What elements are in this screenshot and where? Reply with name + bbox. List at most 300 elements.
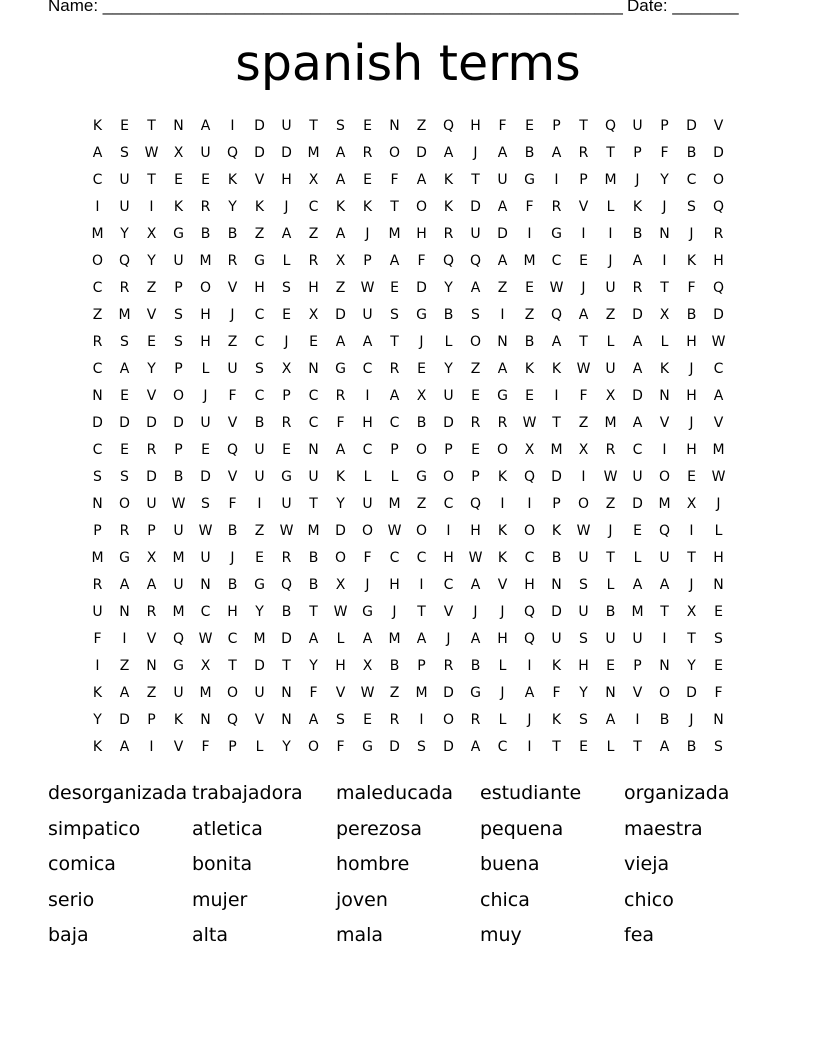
grid-letter: R [443, 226, 454, 242]
grid-letter: P [471, 469, 480, 485]
grid-letter: T [606, 550, 615, 566]
grid-letter: D [281, 145, 292, 161]
grid-letter: K [92, 739, 103, 755]
grid-letter: A [551, 334, 562, 350]
grid-letter: W [198, 631, 213, 647]
grid-letter: A [470, 280, 481, 296]
grid-letter: A [443, 145, 454, 161]
grid-letter: M [307, 523, 320, 539]
grid-letter: K [551, 712, 562, 728]
grid-letter: Y [255, 604, 264, 620]
grid-letter: O [334, 550, 347, 566]
grid-letter: W [576, 361, 591, 377]
grid-letter: L [606, 334, 615, 350]
grid-letter: Q [226, 442, 239, 458]
grid-letter: E [363, 118, 372, 134]
grid-letter: M [199, 685, 212, 701]
grid-letter: I [635, 712, 640, 728]
grid-letter: C [497, 739, 508, 755]
grid-letter: E [363, 172, 372, 188]
grid-letter: R [389, 361, 400, 377]
grid-letter: V [632, 685, 643, 701]
grid-letter: U [254, 685, 265, 701]
grid-letter: I [446, 523, 451, 539]
grid-letter: U [632, 118, 643, 134]
grid-letter: Y [309, 658, 318, 674]
grid-letter: J [689, 226, 694, 242]
grid-letter: V [173, 739, 184, 755]
grid-letter: K [686, 253, 697, 269]
grid-letter: C [92, 442, 103, 458]
grid-letter: D [632, 496, 643, 512]
grid-letter: Y [120, 226, 129, 242]
grid-letter: Q [172, 631, 185, 647]
word-bank-item: desorganizada [48, 782, 188, 804]
word-bank-item: atletica [192, 817, 263, 840]
grid-letter: D [470, 199, 481, 215]
grid-letter: Z [254, 226, 265, 242]
grid-letter: C [443, 496, 454, 512]
grid-letter: N [713, 712, 724, 728]
grid-letter: D [281, 631, 292, 647]
grid-letter: K [362, 199, 373, 215]
grid-letter: B [524, 334, 535, 350]
grid-letter: T [390, 334, 399, 350]
grid-row [84, 248, 732, 275]
grid-letter: U [119, 172, 130, 188]
grid-letter: S [120, 469, 129, 485]
grid-letter: F [363, 550, 372, 566]
grid-letter: A [335, 145, 346, 161]
grid-letter: P [363, 253, 372, 269]
grid-letter: A [632, 253, 643, 269]
grid-letter: I [257, 496, 262, 512]
grid-letter: D [632, 388, 643, 404]
grid-letter: I [527, 739, 532, 755]
grid-letter: J [527, 712, 532, 728]
grid-letter: Z [389, 685, 400, 701]
grid-letter: U [254, 442, 265, 458]
grid-letter: S [282, 280, 291, 296]
grid-letter: X [200, 658, 211, 674]
grid-letter: H [686, 388, 697, 404]
grid-letter: Y [93, 712, 102, 728]
grid-row [84, 140, 732, 167]
grid-letter: D [551, 469, 562, 485]
grid-letter: T [309, 118, 318, 134]
grid-letter: T [579, 118, 588, 134]
grid-letter: T [579, 334, 588, 350]
grid-letter: C [362, 442, 373, 458]
grid-letter: A [470, 739, 481, 755]
grid-letter: O [658, 469, 671, 485]
grid-letter: L [660, 334, 669, 350]
grid-letter: P [174, 361, 183, 377]
grid-letter: N [119, 604, 130, 620]
grid-letter: I [581, 226, 586, 242]
grid-letter: Z [605, 496, 616, 512]
grid-letter: T [471, 172, 480, 188]
grid-letter: U [254, 469, 265, 485]
word-bank-item: joven [336, 888, 388, 911]
grid-row [84, 356, 732, 383]
grid-letter: D [335, 523, 346, 539]
grid-letter: F [552, 685, 561, 701]
grid-letter: L [714, 523, 723, 539]
grid-letter: Y [444, 361, 453, 377]
grid-letter: S [174, 307, 183, 323]
grid-letter: W [711, 334, 726, 350]
grid-letter: R [92, 577, 103, 593]
grid-letter: H [686, 334, 697, 350]
grid-letter: K [92, 118, 103, 134]
grid-letter: G [416, 469, 427, 485]
grid-letter: K [659, 361, 670, 377]
grid-letter: M [388, 496, 401, 512]
grid-letter: Q [604, 118, 617, 134]
grid-letter: E [525, 118, 534, 134]
grid-letter: G [173, 658, 184, 674]
grid-letter: B [308, 577, 319, 593]
grid-letter: V [227, 415, 238, 431]
grid-letter: P [390, 442, 399, 458]
grid-letter: S [417, 739, 426, 755]
grid-letter: C [92, 361, 103, 377]
grid-letter: F [579, 388, 588, 404]
grid-letter: W [144, 145, 159, 161]
grid-letter: J [500, 685, 505, 701]
grid-letter: D [200, 469, 211, 485]
grid-letter: I [689, 523, 694, 539]
grid-letter: G [254, 577, 265, 593]
grid-letter: B [173, 469, 184, 485]
grid-letter: K [335, 199, 346, 215]
grid-letter: M [415, 685, 428, 701]
grid-letter: Q [658, 523, 671, 539]
grid-letter: Q [442, 118, 455, 134]
grid-letter: C [227, 631, 238, 647]
grid-letter: B [470, 658, 481, 674]
grid-letter: Y [660, 172, 669, 188]
grid-letter: C [416, 550, 427, 566]
grid-letter: U [281, 496, 292, 512]
grid-letter: X [605, 388, 616, 404]
grid-letter: L [255, 739, 264, 755]
grid-letter: O [469, 334, 482, 350]
grid-letter: R [578, 145, 589, 161]
grid-letter: Q [469, 496, 482, 512]
grid-letter: U [443, 388, 454, 404]
grid-letter: B [308, 550, 319, 566]
grid-letter: S [174, 334, 183, 350]
grid-letter: H [200, 307, 211, 323]
grid-letter: Q [523, 604, 536, 620]
grid-letter: A [119, 739, 130, 755]
grid-letter: Z [227, 334, 238, 350]
grid-letter: T [687, 631, 696, 647]
grid-letter: D [146, 469, 157, 485]
grid-letter: O [172, 388, 185, 404]
grid-letter: T [417, 604, 426, 620]
grid-letter: B [389, 658, 400, 674]
grid-letter: D [254, 658, 265, 674]
grid-row [84, 734, 732, 761]
grid-letter: A [632, 334, 643, 350]
grid-letter: H [389, 577, 400, 593]
grid-letter: D [632, 307, 643, 323]
grid-letter: S [390, 307, 399, 323]
grid-letter: C [308, 199, 319, 215]
grid-letter: L [606, 199, 615, 215]
grid-letter: A [362, 631, 373, 647]
grid-letter: K [173, 712, 184, 728]
grid-letter: G [497, 388, 508, 404]
grid-letter: J [284, 199, 289, 215]
grid-letter: D [146, 415, 157, 431]
grid-letter: E [147, 334, 156, 350]
grid-letter: B [686, 307, 697, 323]
grid-letter: A [119, 577, 130, 593]
grid-letter: C [92, 172, 103, 188]
grid-letter: J [230, 307, 235, 323]
grid-letter: V [146, 388, 157, 404]
grid-letter: P [633, 658, 642, 674]
grid-letter: S [120, 334, 129, 350]
grid-letter: Y [147, 253, 156, 269]
grid-letter: M [91, 226, 104, 242]
grid-letter: X [524, 442, 535, 458]
grid-letter: U [92, 604, 103, 620]
grid-letter: O [496, 442, 509, 458]
grid-letter: E [282, 442, 291, 458]
grid-letter: T [228, 658, 237, 674]
grid-letter: Q [226, 712, 239, 728]
grid-letter: T [606, 145, 615, 161]
grid-letter: E [120, 442, 129, 458]
grid-letter: E [714, 658, 723, 674]
grid-letter: X [659, 307, 670, 323]
grid-letter: F [228, 496, 237, 512]
grid-letter: O [523, 523, 536, 539]
grid-letter: V [497, 577, 508, 593]
grid-letter: E [390, 280, 399, 296]
grid-letter: I [230, 118, 235, 134]
word-bank-item: chica [480, 888, 530, 911]
grid-letter: N [281, 685, 292, 701]
grid-letter: O [415, 523, 428, 539]
grid-letter: R [335, 388, 346, 404]
grid-letter: N [92, 388, 103, 404]
grid-letter: E [174, 172, 183, 188]
grid-letter: C [443, 577, 454, 593]
word-bank-item: buena [480, 853, 540, 875]
grid-row [84, 464, 732, 491]
grid-letter: T [660, 604, 669, 620]
grid-letter: C [713, 361, 724, 377]
grid-letter: U [173, 685, 184, 701]
grid-letter: R [146, 604, 157, 620]
grid-letter: W [198, 523, 213, 539]
date-field-label: Date: _______ [627, 0, 739, 15]
grid-letter: D [686, 118, 697, 134]
grid-letter: Z [524, 307, 535, 323]
grid-letter: E [255, 550, 264, 566]
grid-letter: I [500, 307, 505, 323]
page-title: spanish terms [235, 35, 581, 92]
grid-letter: B [605, 604, 616, 620]
grid-letter: E [714, 604, 723, 620]
grid-letter: E [579, 739, 588, 755]
grid-letter: R [92, 334, 103, 350]
grid-letter: I [500, 496, 505, 512]
word-bank-item: trabajadora [192, 782, 303, 804]
grid-letter: G [524, 172, 535, 188]
grid-letter: U [173, 577, 184, 593]
grid-letter: A [416, 172, 427, 188]
grid-letter: A [524, 685, 535, 701]
grid-letter: D [443, 685, 454, 701]
grid-letter: R [551, 199, 562, 215]
grid-letter: I [554, 388, 559, 404]
grid-letter: I [554, 172, 559, 188]
grid-letter: L [282, 253, 291, 269]
grid-row [84, 599, 732, 626]
grid-letter: A [551, 145, 562, 161]
grid-letter: I [95, 658, 100, 674]
grid-letter: T [552, 739, 561, 755]
grid-letter: Z [470, 361, 481, 377]
grid-letter: P [552, 118, 561, 134]
grid-letter: E [687, 469, 696, 485]
grid-letter: L [363, 469, 372, 485]
grid-letter: Z [254, 523, 265, 539]
grid-letter: U [227, 361, 238, 377]
grid-letter: Z [146, 280, 157, 296]
grid-letter: D [119, 415, 130, 431]
grid-letter: I [527, 658, 532, 674]
grid-letter: U [605, 280, 616, 296]
grid-letter: O [658, 685, 671, 701]
grid-letter: U [362, 307, 373, 323]
grid-letter: O [226, 685, 239, 701]
grid-letter: R [227, 253, 238, 269]
grid-letter: A [470, 631, 481, 647]
grid-letter: U [362, 496, 373, 512]
grid-letter: Q [118, 253, 131, 269]
grid-letter: L [498, 712, 507, 728]
grid-letter: V [713, 118, 724, 134]
grid-letter: W [522, 415, 537, 431]
grid-letter: Y [444, 280, 453, 296]
grid-letter: F [309, 685, 318, 701]
grid-letter: A [335, 442, 346, 458]
grid-letter: A [605, 712, 616, 728]
grid-letter: H [254, 280, 265, 296]
grid-letter: P [147, 523, 156, 539]
grid-letter: H [470, 118, 481, 134]
grid-letter: R [470, 415, 481, 431]
grid-row [84, 113, 732, 140]
grid-letter: P [552, 496, 561, 512]
grid-letter: X [416, 388, 427, 404]
grid-letter: W [468, 550, 483, 566]
grid-letter: H [281, 172, 292, 188]
grid-letter: R [713, 226, 724, 242]
grid-letter: R [443, 658, 454, 674]
grid-letter: K [551, 658, 562, 674]
grid-letter: V [713, 415, 724, 431]
grid-letter: H [308, 280, 319, 296]
grid-letter: U [119, 199, 130, 215]
grid-letter: D [416, 145, 427, 161]
grid-letter: V [227, 469, 238, 485]
grid-letter: O [415, 442, 428, 458]
grid-letter: K [443, 199, 454, 215]
grid-letter: J [608, 253, 613, 269]
grid-letter: A [281, 226, 292, 242]
grid-letter: U [632, 469, 643, 485]
grid-letter: S [579, 631, 588, 647]
grid-letter: M [172, 604, 185, 620]
grid-letter: E [606, 658, 615, 674]
grid-letter: T [282, 658, 291, 674]
grid-row [84, 383, 732, 410]
grid-letter: V [146, 631, 157, 647]
grid-letter: T [390, 199, 399, 215]
grid-letter: S [687, 199, 696, 215]
grid-letter: O [442, 712, 455, 728]
grid-letter: J [284, 334, 289, 350]
grid-letter: H [470, 523, 481, 539]
grid-letter: E [417, 361, 426, 377]
grid-letter: F [390, 172, 399, 188]
grid-letter: E [363, 712, 372, 728]
grid-letter: Q [226, 145, 239, 161]
grid-letter: K [92, 685, 103, 701]
grid-letter: U [173, 253, 184, 269]
grid-letter: B [416, 415, 427, 431]
grid-letter: H [443, 550, 454, 566]
grid-letter: B [686, 739, 697, 755]
grid-letter: C [254, 307, 265, 323]
grid-letter: E [120, 388, 129, 404]
grid-letter: A [659, 739, 670, 755]
grid-letter: Z [416, 118, 427, 134]
grid-letter: Z [146, 685, 157, 701]
grid-letter: S [579, 577, 588, 593]
grid-letter: W [603, 469, 618, 485]
grid-letter: J [392, 604, 397, 620]
grid-letter: J [446, 631, 451, 647]
grid-letter: R [497, 415, 508, 431]
grid-letter: K [632, 199, 643, 215]
grid-row [84, 707, 732, 734]
grid-letter: A [119, 361, 130, 377]
grid-letter: V [443, 604, 454, 620]
grid-letter: P [174, 280, 183, 296]
grid-letter: Y [228, 199, 237, 215]
grid-letter: S [93, 469, 102, 485]
grid-letter: T [552, 415, 561, 431]
word-bank-item: organizada [624, 782, 730, 804]
grid-letter: U [308, 469, 319, 485]
grid-letter: Z [119, 658, 130, 674]
grid-letter: I [122, 631, 127, 647]
grid-letter: A [119, 685, 130, 701]
grid-letter: K [443, 172, 454, 188]
grid-letter: G [119, 550, 130, 566]
grid-letter: I [419, 577, 424, 593]
